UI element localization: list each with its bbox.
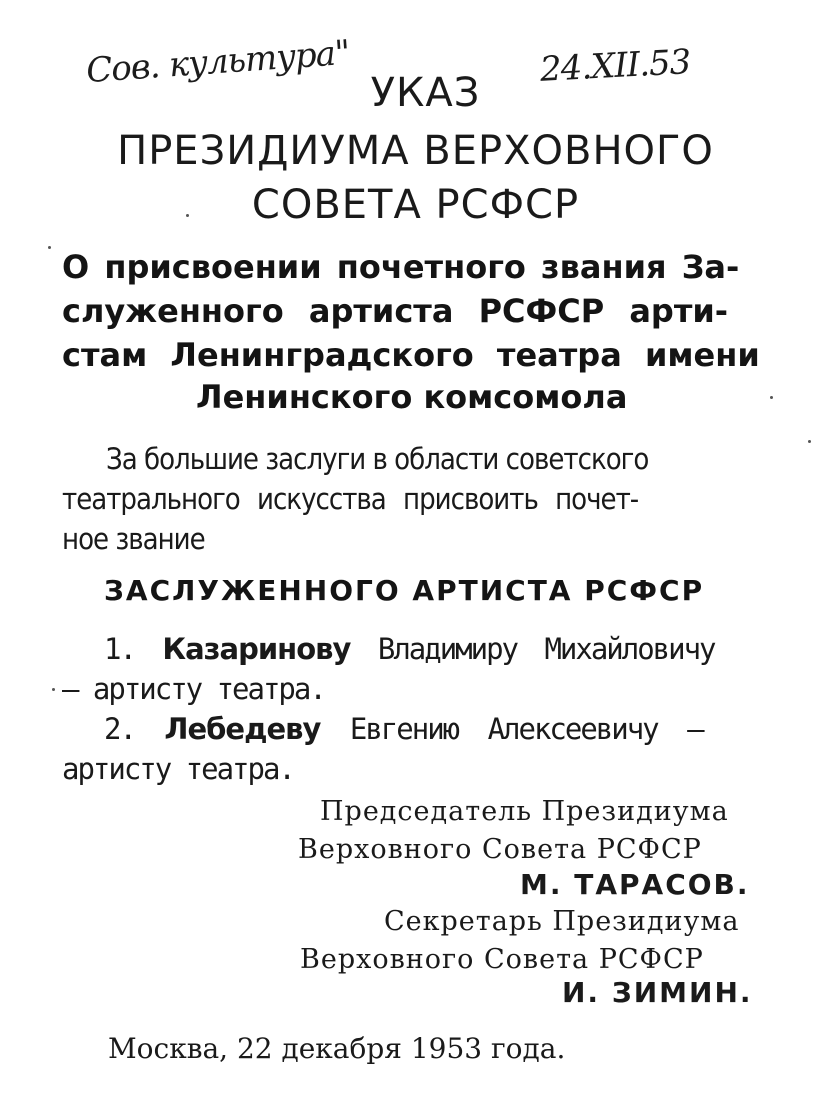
print-speck xyxy=(186,214,189,217)
awardee-1-position: — артисту театра. xyxy=(62,672,325,706)
decree-issuer-line-1: ПРЕЗИДИУМА ВЕРХОВНОГО xyxy=(117,128,714,174)
subject-line-2: служенного артиста РСФСР арти- xyxy=(62,292,729,330)
chairman-title-line-1: Председатель Президиума xyxy=(320,796,729,827)
print-speck xyxy=(808,440,811,443)
awardee-2-given-names: Евгению Алексеевичу — xyxy=(349,712,703,746)
honorary-rank: ЗАСЛУЖЕННОГО АРТИСТА РСФСР xyxy=(104,574,705,607)
awardee-1 xyxy=(104,632,715,666)
preamble-line-2: театрального искусства присвоить почет- xyxy=(62,482,639,516)
awardee-1-surname: Казаринову xyxy=(162,632,351,666)
awardee-2-position: артисту театра. xyxy=(62,752,294,786)
place-and-date: Москва, 22 декабря 1953 года. xyxy=(108,1032,566,1065)
awardee-1-number: 1. xyxy=(104,632,135,666)
secretary-title-line-2: Верховного Совета РСФСР xyxy=(300,944,704,975)
print-speck xyxy=(770,396,773,399)
awardee-2-number: 2. xyxy=(104,712,135,746)
awardee-1-given-names: Владимиру Михайловичу xyxy=(377,632,715,666)
print-speck xyxy=(52,688,55,691)
handwritten-source-note: Сов. культура" xyxy=(84,32,351,92)
preamble-line-3: ное звание xyxy=(62,522,205,556)
subject-line-3: стам Ленинградского театра имени xyxy=(62,336,760,374)
decree-title: УКАЗ xyxy=(370,70,481,116)
print-speck xyxy=(48,246,51,249)
awardee-2-surname: Лебедеву xyxy=(164,712,321,746)
subject-line-1: О присвоении почетного звания За- xyxy=(62,248,740,286)
secretary-title-line-1: Секретарь Президиума xyxy=(384,906,740,937)
handwritten-date-note: 24.XII.53 xyxy=(539,42,692,90)
chairman-name: М. ТАРАСОВ. xyxy=(520,868,750,901)
subject-line-4: Ленинского комсомола xyxy=(196,378,628,416)
decree-issuer-line-2: СОВЕТА РСФСР xyxy=(251,182,580,228)
secretary-name: И. ЗИМИН. xyxy=(562,976,753,1009)
chairman-title-line-2: Верховного Совета РСФСР xyxy=(298,834,702,865)
awardee-2 xyxy=(104,712,703,746)
preamble-line-1: За большие заслуги в области советского xyxy=(106,442,649,476)
